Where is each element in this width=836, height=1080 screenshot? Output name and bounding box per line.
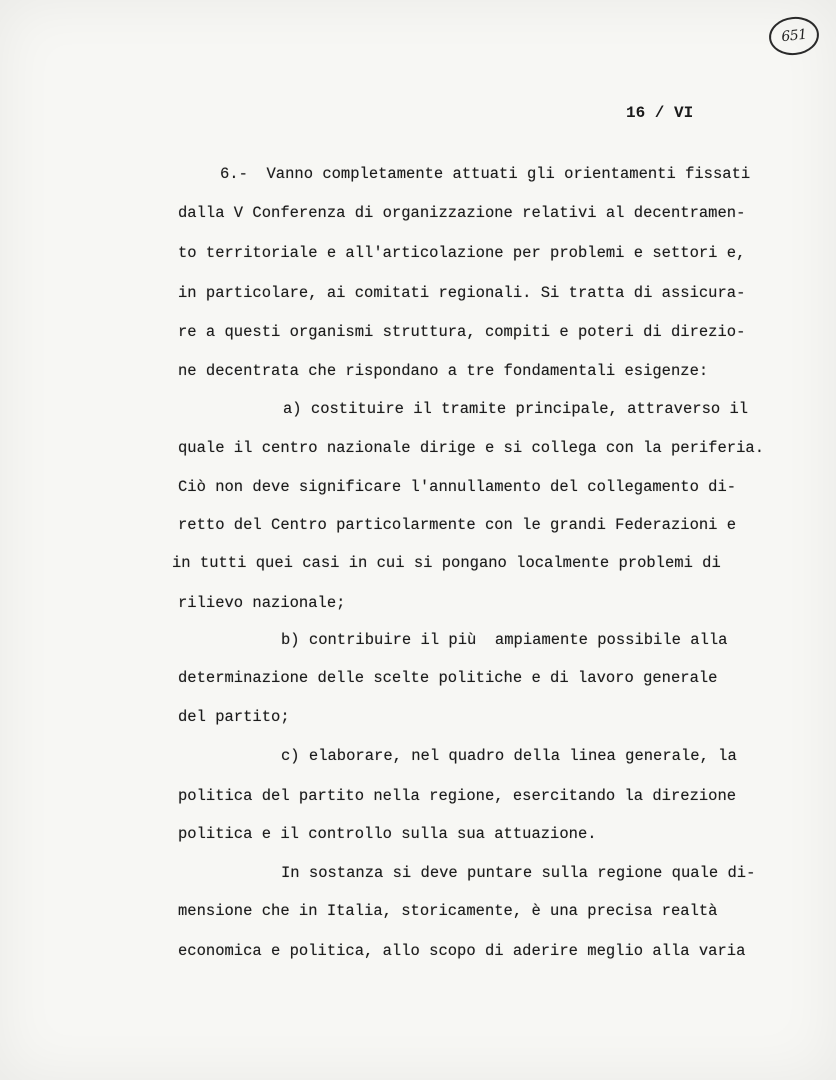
page-number: 16 / VI	[626, 104, 694, 122]
text-line: economica e politica, allo scopo di aderire meglio alla varia	[178, 942, 746, 960]
text-line: In sostanza si deve puntare sulla regione quale di-	[281, 864, 756, 882]
text-line: Ciò non deve significare l'annullamento del collegamento di-	[178, 478, 737, 496]
text-line: to territoriale e all'articolazione per problemi e settori e,	[178, 244, 746, 262]
text-line: rilievo nazionale;	[178, 594, 346, 612]
stamp-number: 651	[780, 26, 808, 46]
text-line: politica del partito nella regione, esercitando la direzione	[178, 787, 737, 805]
text-line: 6.- Vanno completamente attuati gli orientamenti fissati	[220, 165, 751, 183]
text-line: in particolare, ai comitati regionali. Si tratta di assicura-	[178, 284, 746, 302]
text-line: ne decentrata che rispondano a tre fondamentali esigenze:	[178, 362, 709, 380]
text-line: mensione che in Italia, storicamente, è una precisa realtà	[178, 902, 718, 920]
text-line: a) costituire il tramite principale, attraverso il	[283, 400, 749, 418]
text-line: determinazione delle scelte politiche e di lavoro generale	[178, 669, 718, 687]
archive-stamp	[767, 14, 821, 57]
text-line: re a questi organismi struttura, compiti e poteri di direzio-	[178, 323, 746, 341]
text-line: del partito;	[178, 708, 290, 726]
text-line: politica e il controllo sulla sua attuazione.	[178, 825, 597, 843]
text-line: b) contribuire il più ampiamente possibile alla	[281, 631, 728, 649]
text-line: c) elaborare, nel quadro della linea generale, la	[281, 747, 737, 765]
text-line: dalla V Conferenza di organizzazione relativi al decentramen-	[178, 204, 746, 222]
text-line: quale il centro nazionale dirige e si collega con la periferia.	[178, 439, 764, 457]
text-line: retto del Centro particolarmente con le grandi Federazioni e	[178, 516, 737, 534]
text-line: in tutti quei casi in cui si pongano localmente problemi di	[172, 554, 721, 572]
